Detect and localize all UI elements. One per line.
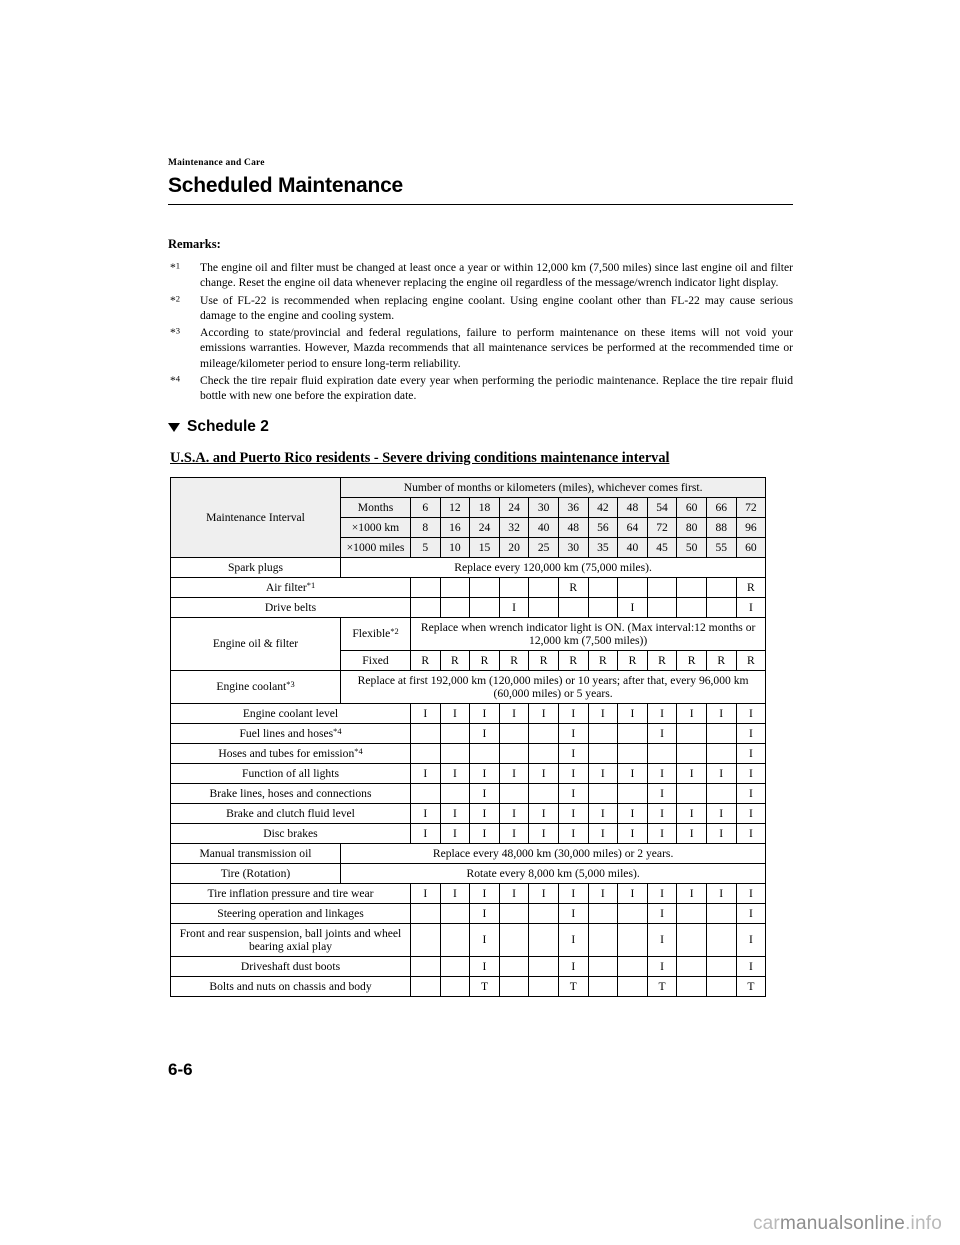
row-value: I [470, 803, 500, 823]
row-value: I [499, 597, 529, 617]
row-span-note: Replace at first 192,000 km (120,000 miles) or 10 years; after that, every 96,000 km (60,000 miles) or 5 years. [341, 670, 766, 703]
interval-value: 45 [647, 537, 677, 557]
row-value [647, 577, 677, 597]
row-value: I [411, 803, 441, 823]
row-label: Engine coolant$^{*3}$ [171, 670, 341, 703]
table-row [171, 743, 766, 763]
page-title: Scheduled Maintenance [168, 174, 404, 197]
row-value: I [677, 803, 707, 823]
interval-value: 25 [529, 537, 559, 557]
row-value: I [470, 723, 500, 743]
row-label: Steering operation and linkages [171, 903, 411, 923]
row-value [677, 723, 707, 743]
row-value [529, 783, 559, 803]
row-value: I [499, 703, 529, 723]
remark-note [168, 325, 793, 371]
row-value [677, 976, 707, 996]
row-value: I [529, 803, 559, 823]
table-row [171, 903, 766, 923]
row-value: R [588, 650, 618, 670]
row-label: Brake and clutch fluid level [171, 803, 411, 823]
watermark-part-3: .info [905, 1213, 942, 1234]
row-value: I [588, 703, 618, 723]
row-value [706, 903, 736, 923]
row-label: Fuel lines and hoses$^{*4}$ [171, 723, 411, 743]
remark-note-mark: *$^4$ [170, 373, 181, 388]
row-value [440, 723, 470, 743]
row-value [499, 723, 529, 743]
row-value [647, 743, 677, 763]
schedule-heading [168, 418, 793, 436]
row-value [588, 923, 618, 956]
row-value [411, 903, 441, 923]
remark-note-text: The engine oil and filter must be changed at least once a year or within 12,000 km (7,500 miles) since last engine oil and filter change. Reset the engine oil data whenever replacing the engine oil regardless of the message/wrench indicator light display. [200, 261, 793, 290]
row-value: T [736, 976, 766, 996]
remark-note [168, 260, 793, 291]
row-value [588, 783, 618, 803]
row-value [647, 597, 677, 617]
row-value: I [736, 703, 766, 723]
row-value: I [618, 823, 648, 843]
row-value [677, 577, 707, 597]
table-row [171, 723, 766, 743]
row-label: Engine coolant level [171, 703, 411, 723]
table-row [171, 577, 766, 597]
row-value [677, 956, 707, 976]
interval-value: 12 [440, 497, 470, 517]
row-value [411, 923, 441, 956]
interval-value: 42 [588, 497, 618, 517]
interval-value: 72 [736, 497, 766, 517]
row-label: Bolts and nuts on chassis and body [171, 976, 411, 996]
row-value: I [647, 803, 677, 823]
row-label: Driveshaft dust boots [171, 956, 411, 976]
interval-value: 50 [677, 537, 707, 557]
table-row [171, 763, 766, 783]
row-value [411, 783, 441, 803]
row-label: Front and rear suspension, ball joints and wheel bearing axial play [171, 923, 411, 956]
row-value [706, 743, 736, 763]
row-value [529, 597, 559, 617]
row-value: I [736, 723, 766, 743]
row-value [529, 743, 559, 763]
row-value [529, 577, 559, 597]
row-value: I [647, 903, 677, 923]
row-label: Function of all lights [171, 763, 411, 783]
interval-value: 56 [588, 517, 618, 537]
interval-value: 88 [706, 517, 736, 537]
schedule-heading-label: Schedule 2 [187, 417, 269, 435]
row-value: I [470, 763, 500, 783]
row-value: I [588, 823, 618, 843]
row-value: I [470, 823, 500, 843]
row-value: I [529, 823, 559, 843]
row-value [440, 577, 470, 597]
remark-note-text: According to state/provincial and federal regulations, failure to perform maintenance on these items will not void your emissions warranties. However, Mazda recommends that all maintenance services be performed at the recommended time or mileage/kilometer period to ensure long-term reliability. [200, 326, 793, 370]
row-value: I [411, 763, 441, 783]
row-value: I [529, 703, 559, 723]
row-value: T [647, 976, 677, 996]
interval-value: 5 [411, 537, 441, 557]
row-value: I [677, 763, 707, 783]
row-value [588, 976, 618, 996]
row-value: R [411, 650, 441, 670]
row-label: Disc brakes [171, 823, 411, 843]
interval-value: 72 [647, 517, 677, 537]
table-row [171, 823, 766, 843]
row-value [706, 976, 736, 996]
row-value: R [558, 577, 588, 597]
header-divider [168, 204, 793, 205]
row-value: I [558, 956, 588, 976]
remark-note-mark: *$^2$ [170, 292, 181, 307]
table-row [171, 557, 766, 577]
row-value: I [618, 597, 648, 617]
interval-value: 66 [706, 497, 736, 517]
row-value: I [736, 783, 766, 803]
interval-value: 18 [470, 497, 500, 517]
page-content [168, 158, 793, 997]
row-value: I [470, 883, 500, 903]
row-value: R [440, 650, 470, 670]
row-label: Tire inflation pressure and tire wear [171, 883, 411, 903]
interval-value: 40 [618, 537, 648, 557]
row-label: Brake lines, hoses and connections [171, 783, 411, 803]
row-value [440, 976, 470, 996]
row-value: I [706, 883, 736, 903]
row-value [529, 956, 559, 976]
row-value: I [558, 743, 588, 763]
schedule-subheading: U.S.A. and Puerto Rico residents - Severe driving conditions maintenance interval [170, 449, 670, 466]
interval-units-header: Number of months or kilometers (miles), whichever comes first. [341, 477, 766, 497]
maintenance-interval-header: Maintenance Interval [171, 477, 341, 557]
row-value: I [618, 803, 648, 823]
row-value: I [529, 883, 559, 903]
row-value: I [736, 803, 766, 823]
row-value: I [558, 923, 588, 956]
row-value: R [706, 650, 736, 670]
row-value: I [618, 763, 648, 783]
row-value [618, 976, 648, 996]
row-value: I [706, 703, 736, 723]
table-row [171, 703, 766, 723]
row-value [470, 577, 500, 597]
interval-value: 6 [411, 497, 441, 517]
row-value: I [647, 923, 677, 956]
interval-value: 60 [736, 537, 766, 557]
row-value: I [411, 883, 441, 903]
row-value: I [499, 763, 529, 783]
row-value: I [499, 803, 529, 823]
row-value: I [440, 883, 470, 903]
row-value [588, 956, 618, 976]
interval-value: 32 [499, 517, 529, 537]
interval-value: 20 [499, 537, 529, 557]
row-value [618, 783, 648, 803]
row-value: I [736, 923, 766, 956]
interval-value: 36 [558, 497, 588, 517]
row-value [706, 723, 736, 743]
row-value [499, 577, 529, 597]
row-value: I [677, 823, 707, 843]
row-value [706, 923, 736, 956]
row-span-note: Replace every 120,000 km (75,000 miles). [341, 557, 766, 577]
row-label: Engine oil & filter [171, 617, 341, 670]
row-value [677, 903, 707, 923]
interval-value: 64 [618, 517, 648, 537]
row-value [588, 597, 618, 617]
remark-note-text: Check the tire repair fluid expiration date every year when performing the periodic maintenance. Replace the tire repair fluid bottle with new one before the expiration date. [200, 374, 793, 403]
row-value: I [736, 956, 766, 976]
row-value: I [470, 956, 500, 976]
row-value [588, 903, 618, 923]
row-value [499, 976, 529, 996]
interval-value: 48 [618, 497, 648, 517]
interval-value: 16 [440, 517, 470, 537]
row-value [499, 956, 529, 976]
row-value [529, 976, 559, 996]
row-value [499, 923, 529, 956]
row-value [411, 723, 441, 743]
row-label: Spark plugs [171, 557, 341, 577]
row-value [529, 923, 559, 956]
row-value [411, 577, 441, 597]
table-row [171, 843, 766, 863]
remarks-heading: Remarks: [168, 237, 221, 251]
row-value [529, 723, 559, 743]
table-row [171, 783, 766, 803]
row-value: R [736, 650, 766, 670]
row-value: I [529, 763, 559, 783]
row-value: I [736, 903, 766, 923]
table-row [171, 956, 766, 976]
row-value: T [470, 976, 500, 996]
remark-note-mark: *$^3$ [170, 325, 181, 340]
row-value: I [647, 703, 677, 723]
row-value [706, 597, 736, 617]
row-value [440, 743, 470, 763]
row-value: R [618, 650, 648, 670]
row-sublabel: Flexible$^{*2}$ [341, 617, 411, 650]
table-row [171, 923, 766, 956]
row-value: I [558, 783, 588, 803]
row-value: I [677, 703, 707, 723]
interval-value: 55 [706, 537, 736, 557]
interval-value: 80 [677, 517, 707, 537]
row-value [440, 923, 470, 956]
row-value [499, 903, 529, 923]
row-value: I [440, 823, 470, 843]
row-value: I [558, 763, 588, 783]
interval-row-label: ×1000 miles [341, 537, 411, 557]
row-value: I [647, 763, 677, 783]
remarks-list [168, 260, 793, 404]
interval-value: 24 [470, 517, 500, 537]
row-value [706, 956, 736, 976]
triangle-bullet-icon [168, 423, 180, 432]
interval-value: 30 [558, 537, 588, 557]
row-value [440, 903, 470, 923]
remark-note-mark: *$^1$ [170, 260, 181, 274]
row-value [618, 723, 648, 743]
row-value: I [411, 703, 441, 723]
interval-value: 48 [558, 517, 588, 537]
row-value: R [736, 577, 766, 597]
row-value: I [470, 783, 500, 803]
row-value: T [558, 976, 588, 996]
row-value [677, 743, 707, 763]
row-value: I [706, 803, 736, 823]
row-value: R [499, 650, 529, 670]
row-value: I [499, 823, 529, 843]
row-value: I [470, 923, 500, 956]
table-header-row [171, 477, 766, 497]
row-value: I [588, 803, 618, 823]
table-row [171, 670, 766, 703]
table-row [171, 803, 766, 823]
interval-value: 54 [647, 497, 677, 517]
row-value: R [558, 650, 588, 670]
row-value: I [736, 743, 766, 763]
row-value: I [558, 823, 588, 843]
row-value: R [470, 650, 500, 670]
row-value: I [558, 703, 588, 723]
row-value [677, 783, 707, 803]
watermark-part-2: manualsonline [779, 1213, 906, 1234]
row-value [558, 597, 588, 617]
maintenance-schedule-table [170, 477, 766, 997]
row-value: I [440, 703, 470, 723]
row-value: I [440, 803, 470, 823]
row-span-note: Rotate every 8,000 km (5,000 miles). [341, 863, 766, 883]
row-value [706, 783, 736, 803]
interval-value: 15 [470, 537, 500, 557]
row-value [470, 597, 500, 617]
row-value: I [647, 823, 677, 843]
remark-note [168, 293, 793, 324]
interval-value: 60 [677, 497, 707, 517]
interval-value: 24 [499, 497, 529, 517]
row-value [440, 956, 470, 976]
row-label: Manual transmission oil [171, 843, 341, 863]
row-value: I [706, 823, 736, 843]
row-value [411, 743, 441, 763]
row-value: I [411, 823, 441, 843]
table-row [171, 883, 766, 903]
row-value [440, 597, 470, 617]
row-value: I [647, 956, 677, 976]
row-value: I [499, 883, 529, 903]
row-value [499, 783, 529, 803]
interval-value: 35 [588, 537, 618, 557]
interval-row-label: Months [341, 497, 411, 517]
interval-value: 30 [529, 497, 559, 517]
table-row [171, 597, 766, 617]
row-value [618, 577, 648, 597]
row-label: Drive belts [171, 597, 411, 617]
row-value [470, 743, 500, 763]
row-value: I [558, 803, 588, 823]
row-value: I [618, 703, 648, 723]
row-value: I [647, 883, 677, 903]
remark-note-text: Use of FL-22 is recommended when replacing engine coolant. Using engine coolant other than FL-22 may cause serious damage to the engine and cooling system. [200, 293, 793, 322]
running-head: Maintenance and Care [168, 158, 265, 168]
row-value [618, 743, 648, 763]
row-value: R [677, 650, 707, 670]
row-value [588, 723, 618, 743]
table-row [171, 976, 766, 996]
row-value [618, 903, 648, 923]
row-value [677, 597, 707, 617]
row-value [706, 577, 736, 597]
interval-value: 40 [529, 517, 559, 537]
row-value [411, 597, 441, 617]
row-label: Tire (Rotation) [171, 863, 341, 883]
row-value: I [558, 723, 588, 743]
watermark-part-1: car [752, 1213, 780, 1234]
row-value [499, 743, 529, 763]
row-sublabel: Fixed [341, 650, 411, 670]
row-value: I [470, 703, 500, 723]
row-value [588, 743, 618, 763]
interval-row-label: ×1000 km [341, 517, 411, 537]
table-row [171, 863, 766, 883]
row-span-note: Replace when wrench indicator light is ON. (Max interval:12 months or 12,000 km (7,500 miles)) [411, 617, 766, 650]
table-row [171, 617, 766, 650]
row-value: I [736, 763, 766, 783]
watermark [753, 1213, 942, 1235]
row-value: R [529, 650, 559, 670]
row-value: I [470, 903, 500, 923]
row-value: I [558, 883, 588, 903]
row-value [529, 903, 559, 923]
row-value: I [736, 823, 766, 843]
row-value [618, 923, 648, 956]
row-value [411, 956, 441, 976]
row-value: I [677, 883, 707, 903]
row-value: I [736, 597, 766, 617]
remark-note [168, 373, 793, 404]
row-label: Air filter$^{*1}$ [171, 577, 411, 597]
row-value [588, 577, 618, 597]
row-value: I [588, 883, 618, 903]
row-value: I [706, 763, 736, 783]
row-label: Hoses and tubes for emission$^{*4}$ [171, 743, 411, 763]
row-value [677, 923, 707, 956]
row-value: I [736, 883, 766, 903]
row-value [411, 976, 441, 996]
row-span-note: Replace every 48,000 km (30,000 miles) or 2 years. [341, 843, 766, 863]
row-value: I [618, 883, 648, 903]
row-value: I [647, 783, 677, 803]
page-number: 6-6 [168, 1060, 193, 1079]
row-value: I [588, 763, 618, 783]
interval-value: 10 [440, 537, 470, 557]
row-value [440, 783, 470, 803]
row-value: I [558, 903, 588, 923]
row-value: I [440, 763, 470, 783]
row-value [618, 956, 648, 976]
row-value: R [647, 650, 677, 670]
interval-value: 8 [411, 517, 441, 537]
row-value: I [647, 723, 677, 743]
interval-value: 96 [736, 517, 766, 537]
